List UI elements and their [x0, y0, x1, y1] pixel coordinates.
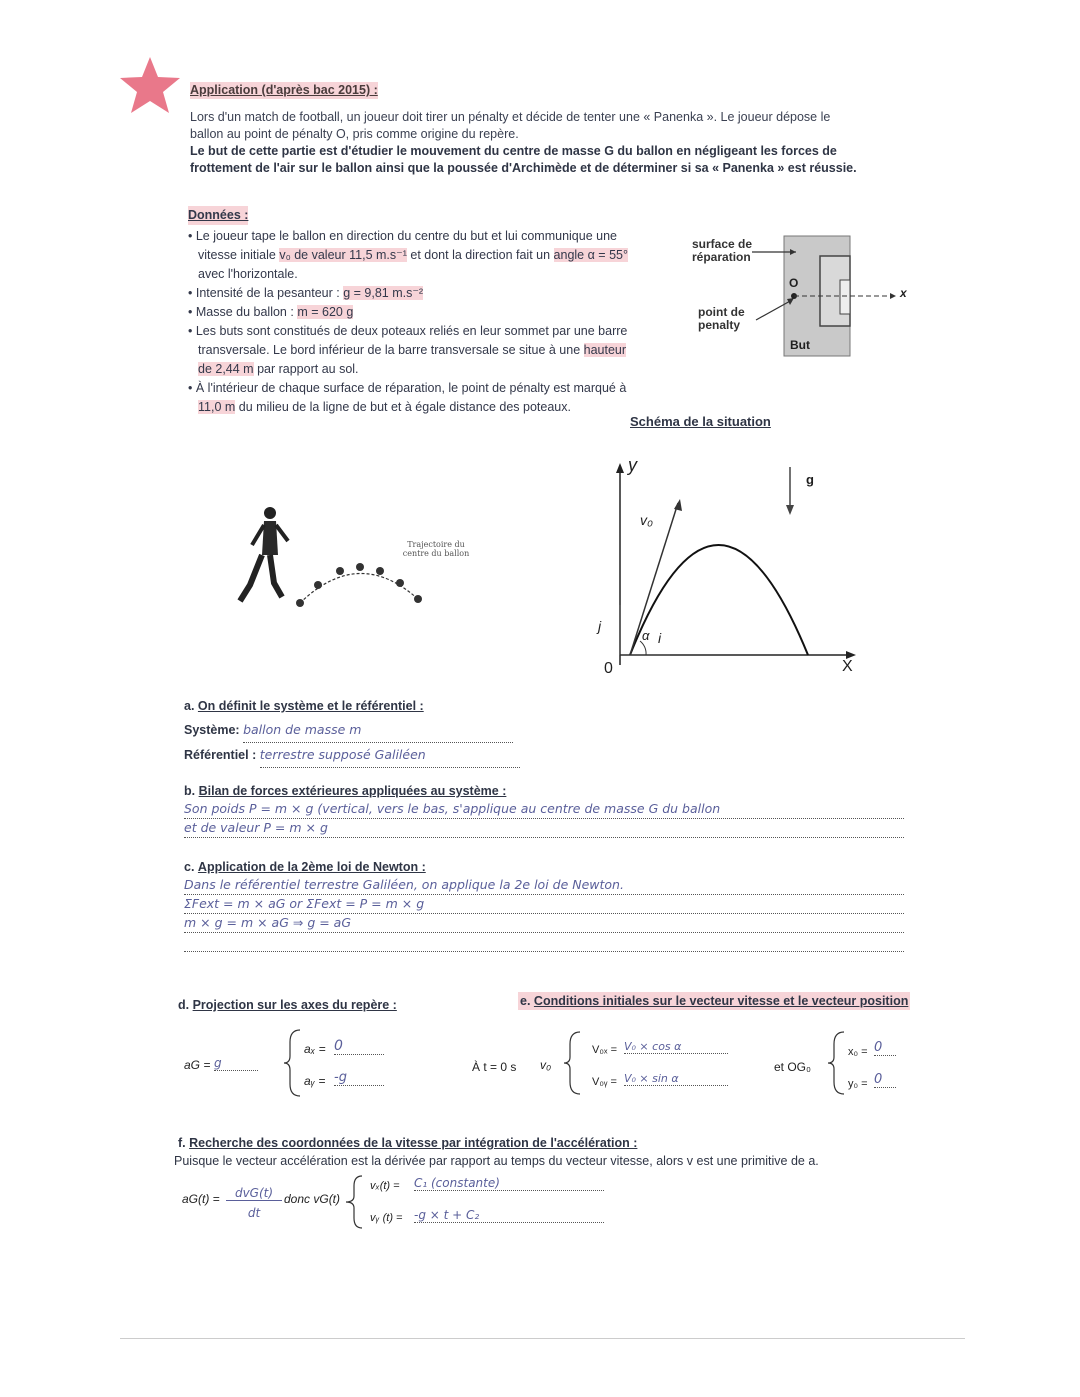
height-value: de 2,44 m	[198, 362, 254, 376]
ag-label: aG =	[184, 1058, 211, 1072]
x0-value: 0	[874, 1040, 896, 1056]
answer-line: Son poids P = m × g (vertical, vers le bas, s'applique au centre de masse G du ballon	[184, 800, 904, 819]
goal-label: But	[790, 338, 810, 352]
part-f-heading: f.	[178, 1136, 186, 1150]
y0-label: y₀ =	[848, 1078, 868, 1090]
systeme-label: Système:	[184, 723, 240, 737]
data-text: Les buts sont constitués de deux poteaux reliés en leur sommet par une barre	[195, 324, 628, 338]
ax-value: 0	[334, 1038, 384, 1055]
page-title: Application (d'après bac 2015) :	[190, 83, 378, 97]
schema-caption: Schéma de la situation	[630, 414, 771, 429]
x0-label: x₀ =	[848, 1046, 868, 1058]
player-illustration	[230, 505, 450, 615]
vy-value: -g × t + C₂	[414, 1208, 604, 1223]
intro-line: Lors d'un match de football, un joueur doit tirer un pénalty et décide de tenter une « Panenka ». Le joueur dépose le	[190, 110, 831, 124]
data-text: par rapport au sol.	[257, 362, 359, 376]
intro-line: ballon au point de pénalty O, pris comme origine du repère.	[190, 127, 519, 141]
v0-vector-label: v₀	[540, 1058, 552, 1072]
part-d-heading: d.	[178, 998, 190, 1012]
graph-alpha-label: α	[642, 628, 650, 643]
donc-label: donc vG(t)	[284, 1192, 341, 1206]
part-a-heading: a.	[184, 699, 195, 713]
answer-line: et de valeur P = m × g	[184, 819, 904, 838]
part-f	[174, 1134, 1038, 1170]
graph-v0-label: v₀	[640, 512, 653, 528]
v0x-label: V₀ₓ =	[592, 1044, 617, 1056]
part-c	[184, 858, 904, 952]
data-text: À l'intérieur de chaque surface de réparation, le point de pénalty est marqué à	[195, 381, 627, 395]
ay-value: -g	[334, 1070, 384, 1086]
point-label: point de penalty	[698, 305, 745, 332]
x-axis-label: x	[900, 286, 907, 300]
part-a-title: On définit le système et le référentiel :	[197, 699, 424, 713]
data-heading: Données :	[188, 206, 248, 225]
angle-value: angle α = 55°	[553, 248, 628, 262]
v0x-value: V₀ × cos α	[624, 1040, 728, 1054]
part-c-heading: c.	[184, 860, 195, 874]
graph-g-label: g	[806, 472, 814, 487]
brace-icon	[344, 1174, 364, 1230]
data-text: transversale. Le bord inférieur de la barre transversale se situe à une	[198, 343, 581, 357]
data-text: du milieu de la ligne de but et à égale distance des poteaux.	[238, 400, 571, 414]
part-a	[184, 694, 544, 768]
answer-line: Dans le référentiel terrestre Galiléen, on applique la 2e loi de Newton.	[184, 876, 904, 895]
graph-y-label: y	[628, 455, 637, 475]
data-text: Masse du ballon :	[195, 305, 294, 319]
answer-line: m × g = m × aG ⇒ g = aG	[184, 914, 904, 933]
part-e-title: Conditions initiales sur le vecteur vitesse et le vecteur position	[533, 994, 909, 1008]
graph-x-label: X	[842, 658, 853, 675]
field-schema	[690, 232, 910, 362]
page-divider	[120, 1338, 965, 1339]
part-b	[184, 782, 904, 838]
goal-line: frottement de l'air sur le ballon ainsi que la poussée d'Archimède et de déterminer si sa « Panenka » est réussie.	[190, 161, 857, 175]
systeme-value: ballon de masse m	[243, 718, 513, 743]
referentiel-label: Référentiel :	[184, 748, 257, 762]
data-text: avec l'horizontale.	[198, 267, 298, 281]
vy-label: vᵧ (t) =	[370, 1212, 403, 1224]
header	[190, 82, 910, 177]
trajectory-label: Trajectoire du centre du ballon	[402, 540, 470, 558]
ax-label: aₓ =	[304, 1042, 326, 1056]
blank-line	[184, 933, 904, 952]
vx-label: vₓ(t) =	[370, 1180, 400, 1192]
graph-origin-label: 0	[604, 660, 613, 677]
part-e-heading: e.	[520, 994, 531, 1008]
mass-value: m = 620 g	[297, 305, 354, 319]
height-label: hauteur	[583, 343, 627, 357]
data-text: vitesse initiale	[198, 248, 276, 262]
at-label: À t = 0 s	[472, 1060, 517, 1074]
v0y-value: V₀ × sin α	[624, 1072, 728, 1086]
answer-line: ΣFext = m × aG or ΣFext = P = m × g	[184, 895, 904, 914]
part-d-title: Projection sur les axes du repère :	[192, 998, 397, 1012]
data-text: et dont la direction fait un	[410, 248, 551, 262]
part-b-title: Bilan de forces extérieures appliquées au système :	[198, 784, 507, 798]
star-icon	[118, 55, 182, 115]
part-c-title: Application de la 2ème loi de Newton :	[197, 860, 426, 874]
ag-t-label: aG(t) =	[182, 1192, 220, 1206]
ag-value: g	[214, 1056, 258, 1071]
part-d	[178, 998, 498, 1012]
v0y-label: V₀ᵧ =	[592, 1076, 617, 1088]
part-f-title: Recherche des coordonnées de la vitesse par intégration de l'accélération :	[189, 1136, 638, 1150]
brace-icon	[826, 1030, 846, 1096]
y0-value: 0	[874, 1072, 896, 1088]
part-b-heading: b.	[184, 784, 196, 798]
data-text: Intensité de la pesanteur :	[195, 286, 340, 300]
data-text: Le joueur tape le ballon en direction du centre du but et lui communique une	[195, 229, 617, 243]
data-section: Données : • Le joueur tape le ballon en direction du centre du but et lui communique une vitesse initiale v₀ de valeur 11,5 m.s⁻¹ et dont la direction fait un angle α = 55° avec l'horizontale. • Intensité de la pesanteur : g = 9,81 m.s⁻² • Masse du ballon : m = 620 g • Les buts sont constitués de deux poteaux reliés en leur sommet par une barre transversale. Le bord inférieur de la barre transversale se situe à une hauteur de 2,44 m par rapport au sol. • À l'intérieur de chaque surface de réparation, le point de pénalty est marqué à 11,0 m du milieu de la ligne de but et à égale distance des poteaux.	[188, 206, 678, 417]
graph-i-label: i	[658, 630, 662, 646]
g-value: g = 9,81 m.s⁻²	[343, 286, 424, 300]
trajectory-graph	[590, 455, 880, 680]
v0-value: v₀ de valeur 11,5 m.s⁻¹	[279, 248, 407, 262]
ag-denominator: dt	[247, 1206, 261, 1220]
part-e	[518, 992, 910, 1010]
ay-label: aᵧ =	[304, 1074, 326, 1088]
surface-label: surface de réparation	[692, 237, 753, 264]
brace-icon	[562, 1030, 582, 1096]
distance-value: 11,0 m	[198, 400, 236, 414]
origin-label: O	[789, 276, 799, 290]
part-f-sentence: Puisque le vecteur accélération est la dérivée par rapport au temps du vecteur vitesse, alors v est une primitive de a.	[174, 1154, 819, 1168]
referentiel-value: terrestre supposé Galiléen	[260, 743, 520, 768]
ag-numerator: dvG(t)	[226, 1186, 282, 1201]
og-label: et OG₀	[774, 1060, 811, 1074]
graph-j-label: j	[598, 618, 602, 634]
vx-value: C₁ (constante)	[414, 1176, 604, 1191]
brace-icon	[282, 1028, 302, 1098]
goal-line: Le but de cette partie est d'étudier le mouvement du centre de masse G du ballon en négligeant les forces de	[190, 144, 837, 158]
